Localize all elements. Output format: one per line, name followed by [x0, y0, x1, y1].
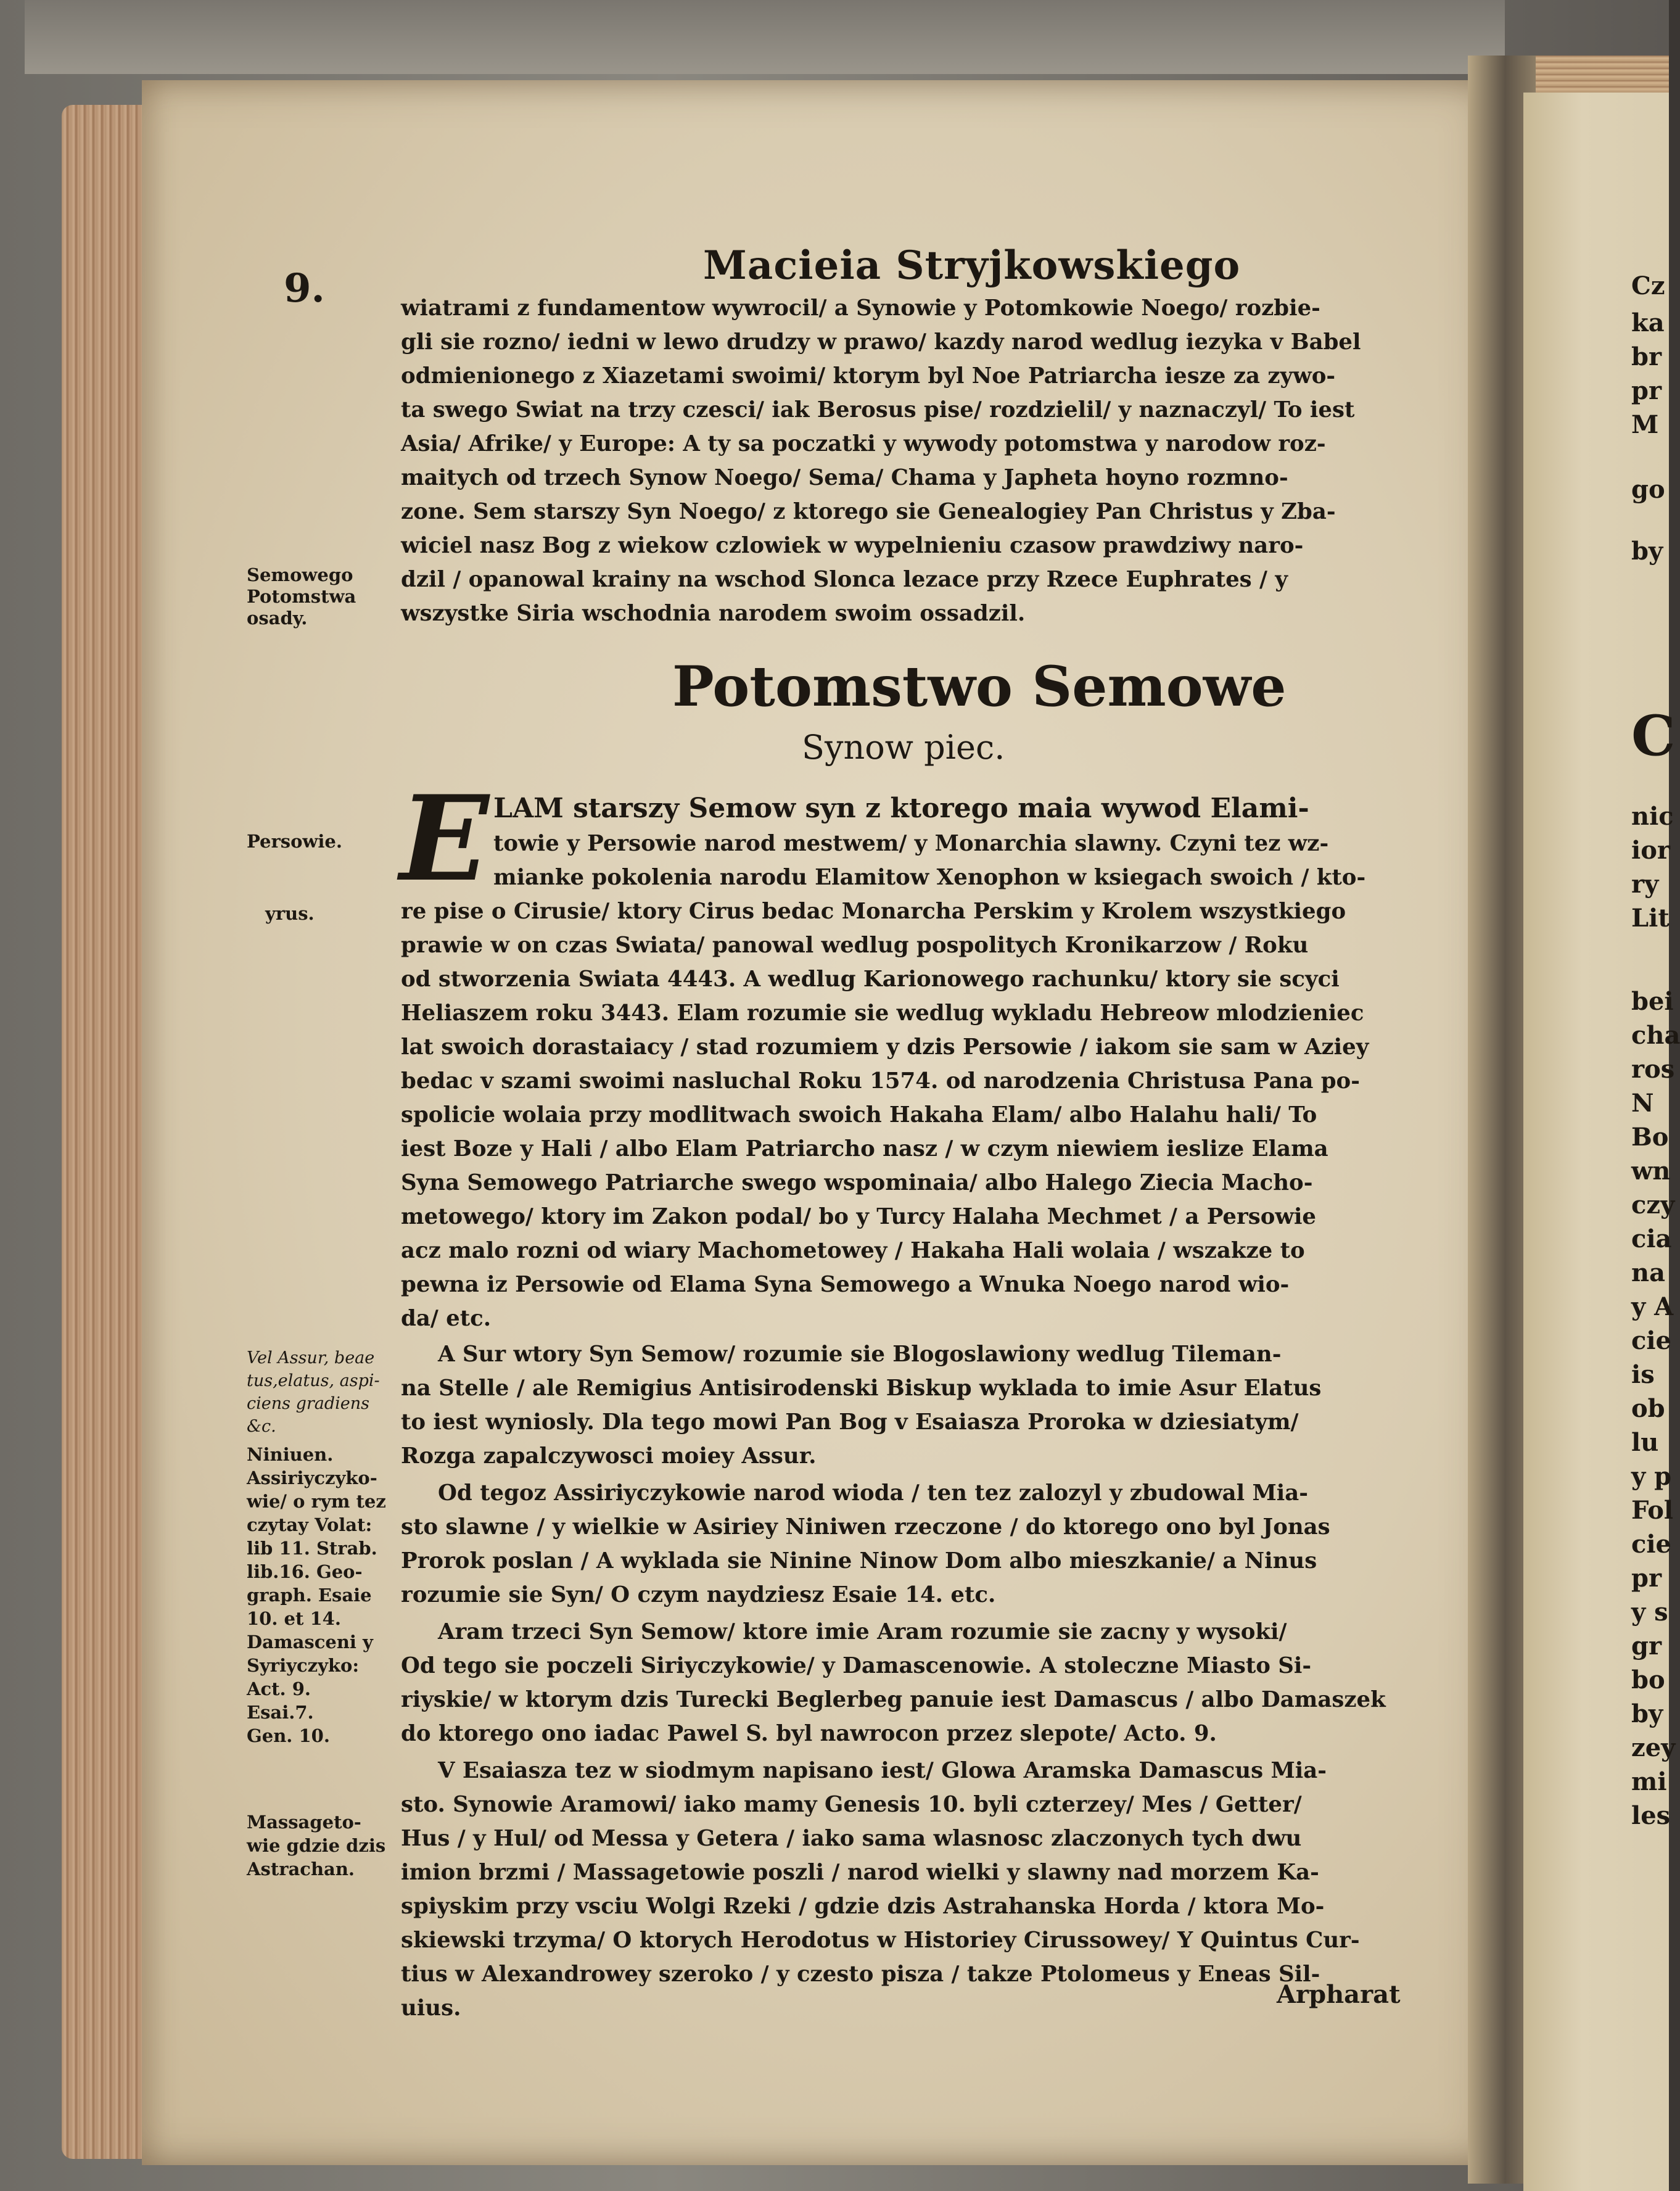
text-line: spolicie wolaia przy modlitwach swoich Hakaha Elam/ albo Halahu hali/ To: [401, 1102, 1317, 1128]
margin-line: tus,elatus, aspi-: [247, 1371, 380, 1390]
text-line: tius w Alexandrowey szeroko / y czesto pisza / takze Ptolomeus y Eneas Sil-: [401, 1962, 1320, 1987]
right-fragment: cha: [1631, 1021, 1680, 1050]
right-fragment: y p: [1631, 1462, 1672, 1491]
right-fragment: N: [1631, 1089, 1654, 1118]
text-line: rozumie sie Syn/ O czym naydziesz Esaie 14. etc.: [401, 1582, 996, 1607]
right-fragment: cia: [1631, 1224, 1672, 1253]
right-fragment: ry: [1631, 870, 1659, 899]
right-fragment: ka: [1631, 308, 1665, 337]
running-head: Macieia Stryjkowskiego: [703, 242, 1241, 289]
text-line: Asia/ Afrike/ y Europe: A ty sa poczatki y wywody potomstwa y narodow roz-: [401, 431, 1326, 456]
right-fragment: lu: [1631, 1428, 1659, 1457]
text-line: prawie w on czas Swiata/ panowal wedlug pospolitych Kronikarzow / Roku: [401, 933, 1309, 958]
text-line: spiyskim przy vsciu Wolgi Rzeki / gdzie dzis Astrahanska Horda / ktora Mo-: [401, 1894, 1325, 1919]
text-line: maitych od trzech Synow Noego/ Sema/ Chama y Japheta hoyno rozmno-: [401, 465, 1288, 490]
text-line: odmienionego z Xiazetami swoimi/ ktorym byl Noe Patriarcha iesze za zywo-: [401, 363, 1336, 389]
margin-line: Esai.7.: [247, 1702, 314, 1723]
text-line: V Esaiasza tez w siodmym napisano iest/ Glowa Aramska Damascus Mia-: [438, 1758, 1327, 1783]
text-line: na Stelle / ale Remigius Antisirodenski Biskup wyklada to imie Asur Elatus: [401, 1376, 1322, 1401]
text-line: uius.: [401, 1995, 461, 2021]
margin-line: wie/ o rym tez: [247, 1491, 386, 1512]
text-line: da/ etc.: [401, 1306, 492, 1331]
margin-line: osady.: [247, 608, 308, 629]
text-line: Heliaszem roku 3443. Elam rozumie sie wedlug wykladu Hebreow mlodzieniec: [401, 1001, 1364, 1026]
margin-line: Act. 9.: [247, 1678, 311, 1699]
right-fragment: by: [1631, 1699, 1663, 1728]
text-line: Prorok poslan / A wyklada sie Ninine Ninow Dom albo mieszkanie/ a Ninus: [401, 1548, 1317, 1574]
right-fragment: pr: [1631, 1564, 1662, 1593]
section-title: Potomstwo Semowe: [672, 654, 1287, 719]
right-fragment: Cz: [1631, 271, 1665, 300]
margin-line: graph. Esaie: [247, 1585, 372, 1606]
right-fragment: wn: [1631, 1157, 1671, 1186]
text-line: Aram trzeci Syn Semow/ ktore imie Aram rozumie sie zacny y wysoki/: [438, 1619, 1287, 1644]
margin-line: czytay Volat:: [247, 1514, 373, 1535]
margin-line: Niniuen.: [247, 1444, 334, 1465]
text-line: iest Boze y Hali / albo Elam Patriarcho nasz / w czym niewiem ieslize Elama: [401, 1136, 1328, 1162]
right-fragment: zey: [1631, 1733, 1676, 1762]
right-fragment: bo: [1631, 1665, 1665, 1694]
right-fragment: ros: [1631, 1055, 1675, 1084]
text-line: Syna Semowego Patriarche swego wspominaia/ albo Halego Ziecia Macho-: [401, 1170, 1313, 1195]
page-number: 9.: [284, 265, 325, 312]
right-fragment: br: [1631, 342, 1662, 371]
text-line: bedac v szami swoimi nasluchal Roku 1574. od narodzenia Christusa Pana po-: [401, 1068, 1360, 1094]
text-line: ta swego Swiat na trzy czesci/ iak Berosus pise/ rozdzielil/ y naznaczyl/ To iest: [401, 397, 1355, 423]
margin-line: Semowego: [247, 564, 353, 585]
text-line: wiciel nasz Bog z wiekow czlowiek w wypelnieniu czasow prawdziwy naro-: [401, 533, 1304, 558]
right-fragment: y A: [1631, 1292, 1674, 1321]
right-fragment: na: [1631, 1258, 1665, 1287]
right-fragment: cie: [1631, 1326, 1671, 1355]
text-line: A Sur wtory Syn Semow/ rozumie sie Blogoslawiony wedlug Tileman-: [438, 1342, 1282, 1367]
text-line: towie y Persowie narod mestwem/ y Monarchia slawny. Czyni tez wz-: [493, 831, 1329, 856]
text-line: lat swoich dorastaiacy / stad rozumiem y dzis Persowie / iakom sie sam w Aziey: [401, 1034, 1369, 1060]
right-fragment: bei: [1631, 987, 1674, 1016]
right-fragment: nic: [1631, 802, 1674, 831]
margin-line: &c.: [247, 1417, 276, 1436]
margin-line: Massageto-: [247, 1812, 361, 1833]
text-line: Od tego sie poczeli Siriyczykowie/ y Damascenowie. A stoleczne Miasto Si-: [401, 1653, 1312, 1678]
text-line: gli sie rozno/ iedni w lewo drudzy w prawo/ kazdy narod wedlug iezyka v Babel: [401, 329, 1361, 355]
text-line: wszystke Siria wschodnia narodem swoim ossadzil.: [401, 601, 1026, 626]
text-line: imion brzmi / Massagetowie poszli / narod wielki y slawny nad morzem Ka-: [401, 1860, 1319, 1885]
right-fragment: ob: [1631, 1394, 1665, 1423]
text-line: mianke pokolenia narodu Elamitow Xenophon w ksiegach swoich / kto-: [493, 865, 1366, 890]
right-fragment: by: [1631, 537, 1663, 566]
right-fragment: ior: [1631, 836, 1670, 865]
drop-cap: E: [400, 770, 489, 907]
text-line: Rozga zapalczywosci moiey Assur.: [401, 1443, 817, 1469]
right-fragment: les: [1631, 1801, 1671, 1830]
text-line: Hus / y Hul/ od Messa y Getera / iako sama wlasnosc zlaczonych tych dwu: [401, 1826, 1302, 1851]
book-cover-edge: [25, 0, 1505, 74]
margin-note-cyrus: yrus.: [265, 903, 315, 924]
margin-line: lib 11. Strab.: [247, 1538, 377, 1559]
margin-line: Damasceni y: [247, 1632, 373, 1653]
right-fragment: is: [1631, 1360, 1655, 1389]
text-line: sto. Synowie Aramowi/ iako mamy Genesis 10. byli czterzey/ Mes / Getter/: [401, 1792, 1302, 1817]
margin-line: Assiriyczyko-: [247, 1467, 377, 1488]
text-line: pewna iz Persowie od Elama Syna Semowego a Wnuka Noego narod wio-: [401, 1272, 1290, 1297]
right-fragment: cie: [1631, 1530, 1671, 1559]
margin-line: Vel Assur, beae: [247, 1348, 375, 1368]
text-line: dzil / opanowal krainy na wschod Slonca lezace przy Rzece Euphrates / y: [401, 567, 1288, 592]
catchword: Arpharat: [1277, 1980, 1401, 2009]
text-line: od stworzenia Swiata 4443. A wedlug Karionowego rachunku/ ktory sie scyci: [401, 967, 1340, 992]
right-fragment: C: [1631, 703, 1676, 769]
text-line: acz malo rozni od wiary Machometowey / Hakaha Hali wolaia / wszakze to: [401, 1238, 1305, 1263]
text-line: Od tegoz Assiriyczykowie narod wioda / ten tez zalozyl y zbudowal Mia-: [438, 1480, 1309, 1506]
text-line: metowego/ ktory im Zakon podal/ bo y Turcy Halaha Mechmet / a Persowie: [401, 1204, 1317, 1229]
text-line: zone. Sem starszy Syn Noego/ z ktorego sie Genealogiey Pan Christus y Zba-: [401, 499, 1336, 524]
text-line: do ktorego ono iadac Pawel S. byl nawrocon przez slepote/ Acto. 9.: [401, 1721, 1217, 1746]
right-fragment: pr: [1631, 376, 1662, 405]
margin-line: Syriyczyko:: [247, 1655, 360, 1676]
text-line: to iest wyniosly. Dla tego mowi Pan Bog v Esaiasza Proroka w dziesiatym/: [401, 1409, 1299, 1435]
right-fragment: y s: [1631, 1598, 1668, 1627]
text-line: wiatrami z fundamentow wywrocil/ a Synowie y Potomkowie Noego/ rozbie-: [401, 295, 1320, 321]
margin-line: Astrachan.: [247, 1859, 355, 1879]
margin-line: Potomstwa: [247, 586, 356, 607]
text-line: LAM starszy Semow syn z ktorego maia wywod Elami-: [493, 793, 1309, 824]
right-fragment: gr: [1631, 1632, 1662, 1661]
right-fragment: M: [1631, 410, 1659, 439]
text-line: sto slawne / y wielkie w Asiriey Niniwen rzeczone / do ktorego ono byl Jonas: [401, 1514, 1330, 1540]
margin-line: 10. et 14.: [247, 1608, 341, 1629]
right-fragment: Fol: [1631, 1496, 1674, 1525]
text-line: riyskie/ w ktorym dzis Turecki Beglerbeg panuie iest Damascus / albo Damaszek: [401, 1687, 1386, 1712]
margin-line: Gen. 10.: [247, 1725, 330, 1746]
section-subtitle: Synow piec.: [802, 728, 1005, 767]
margin-line: ciens gradiens: [247, 1394, 369, 1413]
text-line: re pise o Cirusie/ ktory Cirus bedac Monarcha Perskim y Krolem wszystkiego: [401, 899, 1346, 924]
margin-note-persowie: Persowie.: [247, 831, 342, 852]
right-fragment: Bo: [1631, 1123, 1669, 1152]
text-line: skiewski trzyma/ O ktorych Herodotus w Historiey Cirussowey/ Y Quintus Cur-: [401, 1928, 1360, 1953]
right-fragment: czy: [1631, 1190, 1675, 1219]
margin-line: wie gdzie dzis: [247, 1835, 386, 1856]
right-fragment: mi: [1631, 1767, 1667, 1796]
right-fragment: Lit: [1631, 904, 1670, 933]
right-fragment: go: [1631, 475, 1665, 504]
margin-line: lib.16. Geo-: [247, 1561, 363, 1582]
